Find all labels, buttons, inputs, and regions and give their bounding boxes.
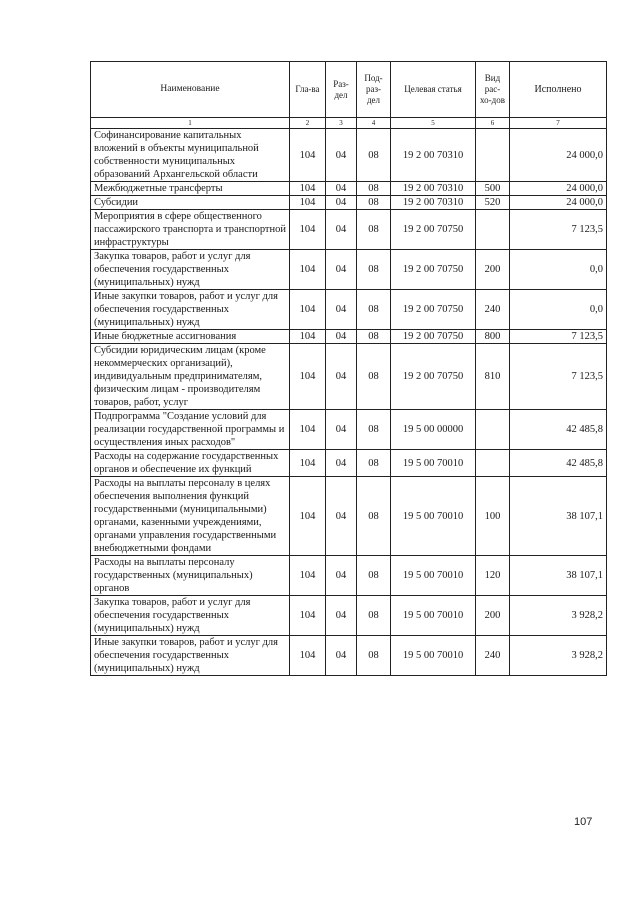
cell-chapter: 104 xyxy=(290,330,326,344)
cell-subsection: 08 xyxy=(357,290,391,330)
cell-target-article: 19 2 00 70750 xyxy=(391,250,476,290)
cell-expense-type xyxy=(476,129,510,182)
cell-name: Закупка товаров, работ и услуг для обеспечения государственных (муниципальных) нужд xyxy=(91,250,290,290)
page-number: 107 xyxy=(574,816,593,828)
cell-expense-type: 240 xyxy=(476,290,510,330)
table-row xyxy=(91,450,607,477)
column-number-row xyxy=(91,118,607,129)
cell-expense-type xyxy=(476,410,510,450)
cell-expense-type: 240 xyxy=(476,636,510,676)
cell-executed: 3 928,2 xyxy=(510,636,607,676)
table-row xyxy=(91,129,607,182)
table-row xyxy=(91,182,607,196)
cell-expense-type: 200 xyxy=(476,596,510,636)
cell-name: Закупка товаров, работ и услуг для обеспечения государственных (муниципальных) нужд xyxy=(91,596,290,636)
cell-expense-type xyxy=(476,210,510,250)
cell-expense-type: 810 xyxy=(476,344,510,410)
column-number: 6 xyxy=(476,118,510,129)
cell-subsection: 08 xyxy=(357,250,391,290)
cell-section: 04 xyxy=(326,210,357,250)
cell-executed: 7 123,5 xyxy=(510,210,607,250)
cell-section: 04 xyxy=(326,196,357,210)
cell-target-article: 19 5 00 70010 xyxy=(391,450,476,477)
cell-expense-type: 520 xyxy=(476,196,510,210)
cell-chapter: 104 xyxy=(290,344,326,410)
cell-target-article: 19 2 00 70310 xyxy=(391,196,476,210)
table-body xyxy=(91,129,607,676)
header-name: Наименование xyxy=(91,62,290,118)
cell-section: 04 xyxy=(326,344,357,410)
cell-expense-type: 200 xyxy=(476,250,510,290)
cell-target-article: 19 2 00 70750 xyxy=(391,290,476,330)
table-row xyxy=(91,290,607,330)
cell-expense-type: 500 xyxy=(476,182,510,196)
cell-chapter: 104 xyxy=(290,556,326,596)
cell-section: 04 xyxy=(326,250,357,290)
cell-executed: 38 107,1 xyxy=(510,556,607,596)
cell-chapter: 104 xyxy=(290,196,326,210)
cell-expense-type: 120 xyxy=(476,556,510,596)
cell-expense-type: 800 xyxy=(476,330,510,344)
header-chapter: Гла-ва xyxy=(290,62,326,118)
cell-chapter: 104 xyxy=(290,290,326,330)
cell-name: Расходы на выплаты персоналу государственных (муниципальных) органов xyxy=(91,556,290,596)
cell-section: 04 xyxy=(326,330,357,344)
budget-execution-table xyxy=(90,61,607,676)
cell-executed: 0,0 xyxy=(510,250,607,290)
cell-chapter: 104 xyxy=(290,129,326,182)
cell-target-article: 19 2 00 70750 xyxy=(391,330,476,344)
table-row xyxy=(91,196,607,210)
header-expense-type: Вид рас-хо-дов xyxy=(476,62,510,118)
cell-subsection: 08 xyxy=(357,596,391,636)
cell-subsection: 08 xyxy=(357,556,391,596)
cell-subsection: 08 xyxy=(357,129,391,182)
cell-subsection: 08 xyxy=(357,410,391,450)
cell-executed: 24 000,0 xyxy=(510,196,607,210)
table-row xyxy=(91,410,607,450)
column-number: 5 xyxy=(391,118,476,129)
table-row xyxy=(91,344,607,410)
cell-executed: 38 107,1 xyxy=(510,477,607,556)
cell-target-article: 19 2 00 70310 xyxy=(391,129,476,182)
header-section: Раз-дел xyxy=(326,62,357,118)
table-row xyxy=(91,477,607,556)
cell-chapter: 104 xyxy=(290,596,326,636)
cell-target-article: 19 2 00 70310 xyxy=(391,182,476,196)
table-row xyxy=(91,636,607,676)
column-number: 7 xyxy=(510,118,607,129)
cell-name: Иные закупки товаров, работ и услуг для обеспечения государственных (муниципальных) нужд xyxy=(91,290,290,330)
cell-chapter: 104 xyxy=(290,450,326,477)
cell-subsection: 08 xyxy=(357,196,391,210)
cell-executed: 24 000,0 xyxy=(510,129,607,182)
cell-section: 04 xyxy=(326,182,357,196)
cell-target-article: 19 5 00 00000 xyxy=(391,410,476,450)
cell-expense-type: 100 xyxy=(476,477,510,556)
cell-target-article: 19 5 00 70010 xyxy=(391,556,476,596)
cell-target-article: 19 2 00 70750 xyxy=(391,210,476,250)
cell-target-article: 19 5 00 70010 xyxy=(391,477,476,556)
cell-section: 04 xyxy=(326,290,357,330)
cell-name: Расходы на содержание государственных органов и обеспечение их функций xyxy=(91,450,290,477)
cell-section: 04 xyxy=(326,556,357,596)
header-target-article: Целевая статья xyxy=(391,62,476,118)
cell-section: 04 xyxy=(326,636,357,676)
cell-expense-type xyxy=(476,450,510,477)
cell-executed: 7 123,5 xyxy=(510,330,607,344)
header-row xyxy=(91,62,607,118)
cell-name: Иные бюджетные ассигнования xyxy=(91,330,290,344)
cell-chapter: 104 xyxy=(290,410,326,450)
cell-name: Субсидии юридическим лицам (кроме некоммерческих организаций), индивидуальным предпринимателям, физическим лицам - производителям товаров, работ, услуг xyxy=(91,344,290,410)
cell-section: 04 xyxy=(326,596,357,636)
cell-target-article: 19 2 00 70750 xyxy=(391,344,476,410)
cell-chapter: 104 xyxy=(290,477,326,556)
cell-subsection: 08 xyxy=(357,636,391,676)
column-number: 2 xyxy=(290,118,326,129)
cell-chapter: 104 xyxy=(290,636,326,676)
table-row xyxy=(91,210,607,250)
column-number: 4 xyxy=(357,118,391,129)
cell-subsection: 08 xyxy=(357,450,391,477)
table-row xyxy=(91,330,607,344)
column-number: 3 xyxy=(326,118,357,129)
cell-subsection: 08 xyxy=(357,210,391,250)
cell-subsection: 08 xyxy=(357,330,391,344)
cell-name: Мероприятия в сфере общественного пассажирского транспорта и транспортной инфраструктуры xyxy=(91,210,290,250)
cell-executed: 7 123,5 xyxy=(510,344,607,410)
cell-name: Подпрограмма "Создание условий для реализации государственной программы и осуществления иных расходов" xyxy=(91,410,290,450)
cell-target-article: 19 5 00 70010 xyxy=(391,596,476,636)
cell-section: 04 xyxy=(326,450,357,477)
cell-section: 04 xyxy=(326,129,357,182)
cell-subsection: 08 xyxy=(357,344,391,410)
cell-subsection: 08 xyxy=(357,182,391,196)
table-row xyxy=(91,596,607,636)
cell-executed: 24 000,0 xyxy=(510,182,607,196)
column-number: 1 xyxy=(91,118,290,129)
cell-name: Иные закупки товаров, работ и услуг для обеспечения государственных (муниципальных) нужд xyxy=(91,636,290,676)
cell-name: Межбюджетные трансферты xyxy=(91,182,290,196)
cell-subsection: 08 xyxy=(357,477,391,556)
cell-section: 04 xyxy=(326,477,357,556)
cell-chapter: 104 xyxy=(290,182,326,196)
cell-name: Софинансирование капитальных вложений в объекты муниципальной собственности муниципальных образований Архангельской области xyxy=(91,129,290,182)
cell-executed: 3 928,2 xyxy=(510,596,607,636)
cell-target-article: 19 5 00 70010 xyxy=(391,636,476,676)
cell-executed: 42 485,8 xyxy=(510,410,607,450)
cell-section: 04 xyxy=(326,410,357,450)
cell-name: Расходы на выплаты персоналу в целях обеспечения выполнения функций государственными (муниципальными) органами, казенными учреждениями, органами управления государственными внебюджетными фондами xyxy=(91,477,290,556)
table-row xyxy=(91,556,607,596)
cell-chapter: 104 xyxy=(290,250,326,290)
cell-executed: 0,0 xyxy=(510,290,607,330)
cell-executed: 42 485,8 xyxy=(510,450,607,477)
header-executed: Исполнено xyxy=(510,62,607,118)
header-subsection: Под-раз-дел xyxy=(357,62,391,118)
cell-name: Субсидии xyxy=(91,196,290,210)
cell-chapter: 104 xyxy=(290,210,326,250)
table-row xyxy=(91,250,607,290)
